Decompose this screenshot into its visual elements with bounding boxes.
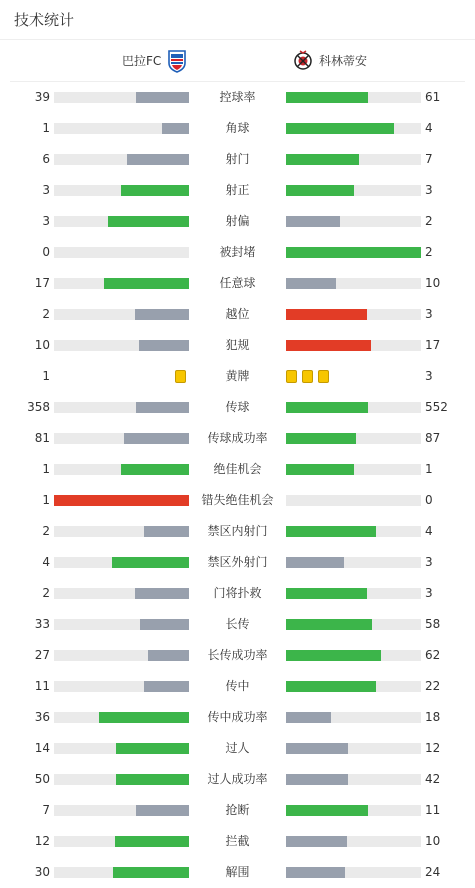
stat-label: 被封堵 bbox=[219, 245, 256, 259]
stat-label: 抢断 bbox=[225, 803, 250, 817]
home-stat-bar bbox=[54, 743, 189, 754]
away-value: 61 bbox=[425, 90, 441, 104]
home-stat-bar-fill bbox=[135, 588, 189, 599]
home-stat-bar-fill bbox=[127, 154, 189, 165]
away-value: 24 bbox=[425, 865, 441, 879]
stat-label: 任意球 bbox=[219, 276, 256, 290]
away-value: 1 bbox=[425, 462, 433, 476]
away-stat-bar-fill bbox=[286, 309, 367, 320]
away-stat-bar-fill bbox=[286, 867, 345, 878]
away-stat-bar bbox=[286, 185, 421, 196]
stat-label: 传中成功率 bbox=[207, 710, 268, 724]
home-stat-bar bbox=[54, 216, 189, 227]
home-stat-bar bbox=[54, 805, 189, 816]
home-value: 2 bbox=[42, 524, 50, 538]
away-stat-bar-fill bbox=[286, 588, 367, 599]
home-stat-bar-fill bbox=[144, 681, 189, 692]
away-team-name: 科林蒂安 bbox=[319, 54, 368, 68]
away-stat-bar-fill bbox=[286, 402, 368, 413]
away-stat-bar bbox=[286, 743, 421, 754]
away-stat-bar bbox=[286, 433, 421, 444]
home-stat-bar-fill bbox=[112, 557, 189, 568]
stat-row bbox=[0, 299, 475, 330]
home-value: 4 bbox=[42, 555, 50, 569]
away-stat-bar-fill bbox=[286, 681, 376, 692]
stat-label: 角球 bbox=[225, 121, 250, 135]
yellow-card-icon bbox=[175, 370, 186, 383]
home-stat-bar bbox=[54, 495, 189, 506]
stat-row bbox=[0, 640, 475, 671]
team-header bbox=[10, 40, 465, 82]
home-value: 36 bbox=[34, 710, 50, 724]
away-value: 3 bbox=[425, 555, 433, 569]
stat-row bbox=[0, 578, 475, 609]
home-value: 14 bbox=[34, 741, 50, 755]
away-value: 62 bbox=[425, 648, 441, 662]
home-stat-bar-fill bbox=[136, 805, 189, 816]
stat-label: 过人 bbox=[225, 741, 250, 755]
away-stat-bar-fill bbox=[286, 774, 348, 785]
away-stat-bar bbox=[286, 805, 421, 816]
away-stat-bar bbox=[286, 495, 421, 506]
stat-row bbox=[0, 702, 475, 733]
stat-label: 传球 bbox=[225, 400, 250, 414]
home-value: 1 bbox=[42, 369, 50, 383]
away-value: 4 bbox=[425, 524, 433, 538]
home-yellow-cards bbox=[173, 370, 188, 383]
away-value: 12 bbox=[425, 741, 441, 755]
stat-row bbox=[0, 206, 475, 237]
stat-label: 黄牌 bbox=[225, 369, 250, 383]
stat-label: 长传成功率 bbox=[207, 648, 268, 662]
away-value: 4 bbox=[425, 121, 433, 135]
away-stat-bar bbox=[286, 588, 421, 599]
home-value: 33 bbox=[34, 617, 50, 631]
home-stat-bar bbox=[54, 92, 189, 103]
home-stat-bar-fill bbox=[54, 495, 189, 506]
stat-row bbox=[0, 516, 475, 547]
stat-label: 传中 bbox=[225, 679, 250, 693]
away-stat-bar bbox=[286, 557, 421, 568]
away-value: 3 bbox=[425, 586, 433, 600]
stat-label: 错失绝佳机会 bbox=[201, 493, 274, 507]
stat-label: 禁区外射门 bbox=[207, 555, 268, 569]
away-yellow-cards bbox=[286, 370, 334, 383]
home-stat-bar-fill bbox=[115, 836, 189, 847]
away-value: 22 bbox=[425, 679, 441, 693]
stat-row bbox=[0, 361, 475, 392]
away-value: 3 bbox=[425, 183, 433, 197]
home-value: 12 bbox=[34, 834, 50, 848]
away-stat-bar-fill bbox=[286, 216, 340, 227]
away-value: 58 bbox=[425, 617, 441, 631]
home-stat-bar bbox=[54, 402, 189, 413]
home-stat-bar-fill bbox=[148, 650, 189, 661]
away-stat-bar-fill bbox=[286, 619, 372, 630]
home-value: 1 bbox=[42, 493, 50, 507]
stat-row bbox=[0, 423, 475, 454]
stat-label: 射门 bbox=[225, 152, 250, 166]
home-value: 358 bbox=[27, 400, 50, 414]
away-stat-bar bbox=[286, 681, 421, 692]
home-stat-bar bbox=[54, 278, 189, 289]
stat-label: 禁区内射门 bbox=[207, 524, 268, 538]
away-stat-bar bbox=[286, 154, 421, 165]
away-value: 7 bbox=[425, 152, 433, 166]
stat-row bbox=[0, 330, 475, 361]
home-stat-bar bbox=[54, 247, 189, 258]
home-stat-bar bbox=[54, 867, 189, 878]
away-stat-bar bbox=[286, 867, 421, 878]
away-team[interactable] bbox=[293, 40, 367, 81]
stat-row bbox=[0, 671, 475, 702]
stat-row bbox=[0, 175, 475, 206]
away-stat-bar bbox=[286, 92, 421, 103]
home-stat-bar-fill bbox=[121, 464, 189, 475]
stat-row bbox=[0, 144, 475, 175]
home-team-name: 巴拉FC bbox=[122, 54, 162, 68]
home-stat-bar bbox=[54, 774, 189, 785]
home-value: 17 bbox=[34, 276, 50, 290]
home-stat-bar bbox=[54, 836, 189, 847]
away-stat-bar bbox=[286, 650, 421, 661]
stat-row bbox=[0, 485, 475, 516]
home-value: 6 bbox=[42, 152, 50, 166]
corinthians-crest-icon bbox=[293, 49, 313, 73]
home-value: 27 bbox=[34, 648, 50, 662]
stat-row bbox=[0, 82, 475, 113]
away-stat-bar bbox=[286, 309, 421, 320]
section-title: 技术统计 bbox=[0, 0, 475, 40]
away-stat-bar-fill bbox=[286, 712, 331, 723]
away-value: 0 bbox=[425, 493, 433, 507]
home-stat-bar-fill bbox=[140, 619, 189, 630]
stat-label: 越位 bbox=[225, 307, 250, 321]
home-stat-bar bbox=[54, 340, 189, 351]
away-stat-bar-fill bbox=[286, 526, 376, 537]
home-stat-bar bbox=[54, 619, 189, 630]
home-stat-bar bbox=[54, 433, 189, 444]
away-value: 3 bbox=[425, 307, 433, 321]
home-stat-bar-fill bbox=[116, 774, 189, 785]
home-stat-bar-fill bbox=[104, 278, 189, 289]
stat-row bbox=[0, 454, 475, 485]
stat-row bbox=[0, 392, 475, 423]
stat-label: 绝佳机会 bbox=[213, 462, 262, 476]
yellow-card-icon bbox=[302, 370, 313, 383]
stat-label: 拦截 bbox=[225, 834, 250, 848]
home-team[interactable] bbox=[122, 40, 187, 81]
away-stat-bar bbox=[286, 526, 421, 537]
stats-list bbox=[0, 82, 475, 888]
stat-row bbox=[0, 733, 475, 764]
home-stat-bar-fill bbox=[113, 867, 189, 878]
home-stat-bar bbox=[54, 588, 189, 599]
away-stat-bar-fill bbox=[286, 247, 421, 258]
stat-label: 长传 bbox=[225, 617, 250, 631]
bahia-shield-icon bbox=[167, 49, 187, 73]
yellow-card-icon bbox=[318, 370, 329, 383]
home-stat-bar-fill bbox=[121, 185, 189, 196]
stat-label: 传球成功率 bbox=[207, 431, 268, 445]
away-value: 11 bbox=[425, 803, 441, 817]
home-value: 1 bbox=[42, 121, 50, 135]
home-value: 2 bbox=[42, 307, 50, 321]
home-stat-bar-fill bbox=[136, 402, 189, 413]
away-value: 2 bbox=[425, 245, 433, 259]
stat-label: 门将扑救 bbox=[213, 586, 262, 600]
home-value: 0 bbox=[42, 245, 50, 259]
away-stat-bar bbox=[286, 619, 421, 630]
home-stat-bar bbox=[54, 464, 189, 475]
stat-row bbox=[0, 268, 475, 299]
away-stat-bar-fill bbox=[286, 650, 381, 661]
away-value: 2 bbox=[425, 214, 433, 228]
away-stat-bar-fill bbox=[286, 340, 371, 351]
away-stat-bar bbox=[286, 836, 421, 847]
away-stat-bar-fill bbox=[286, 805, 368, 816]
away-stat-bar bbox=[286, 464, 421, 475]
away-stat-bar bbox=[286, 247, 421, 258]
home-stat-bar bbox=[54, 650, 189, 661]
home-stat-bar bbox=[54, 123, 189, 134]
home-value: 39 bbox=[34, 90, 50, 104]
away-stat-bar bbox=[286, 278, 421, 289]
yellow-card-icon bbox=[286, 370, 297, 383]
away-value: 552 bbox=[425, 400, 448, 414]
home-value: 3 bbox=[42, 214, 50, 228]
stat-row bbox=[0, 237, 475, 268]
away-stat-bar-fill bbox=[286, 743, 348, 754]
home-stat-bar-fill bbox=[124, 433, 189, 444]
stat-row bbox=[0, 795, 475, 826]
home-stat-bar bbox=[54, 154, 189, 165]
home-stat-bar-fill bbox=[99, 712, 189, 723]
away-stat-bar bbox=[286, 712, 421, 723]
home-stat-bar-fill bbox=[135, 309, 189, 320]
stat-row bbox=[0, 113, 475, 144]
stat-label: 犯规 bbox=[225, 338, 250, 352]
home-value: 30 bbox=[34, 865, 50, 879]
home-value: 7 bbox=[42, 803, 50, 817]
stat-label: 解围 bbox=[225, 865, 250, 879]
away-value: 3 bbox=[425, 369, 433, 383]
home-stat-bar-fill bbox=[139, 340, 189, 351]
home-stat-bar-fill bbox=[144, 526, 189, 537]
home-stat-bar-fill bbox=[116, 743, 189, 754]
home-value: 11 bbox=[34, 679, 50, 693]
home-value: 1 bbox=[42, 462, 50, 476]
away-value: 10 bbox=[425, 834, 441, 848]
away-value: 87 bbox=[425, 431, 441, 445]
home-stat-bar-fill bbox=[162, 123, 189, 134]
home-stat-bar bbox=[54, 712, 189, 723]
home-stat-bar bbox=[54, 557, 189, 568]
stat-row bbox=[0, 857, 475, 888]
away-stat-bar-fill bbox=[286, 92, 368, 103]
away-stat-bar-fill bbox=[286, 154, 359, 165]
stat-row bbox=[0, 547, 475, 578]
stat-label: 射正 bbox=[225, 183, 250, 197]
home-stat-bar-fill bbox=[136, 92, 189, 103]
away-stat-bar bbox=[286, 123, 421, 134]
away-stat-bar-fill bbox=[286, 557, 344, 568]
stat-label: 射偏 bbox=[225, 214, 250, 228]
stat-row bbox=[0, 609, 475, 640]
home-stat-bar bbox=[54, 185, 189, 196]
away-stat-bar-fill bbox=[286, 464, 354, 475]
home-value: 50 bbox=[34, 772, 50, 786]
home-stat-bar bbox=[54, 526, 189, 537]
home-value: 2 bbox=[42, 586, 50, 600]
home-stat-bar bbox=[54, 309, 189, 320]
stat-row bbox=[0, 764, 475, 795]
away-stat-bar-fill bbox=[286, 433, 356, 444]
away-stat-bar-fill bbox=[286, 278, 336, 289]
home-stat-bar bbox=[54, 681, 189, 692]
away-value: 10 bbox=[425, 276, 441, 290]
away-stat-bar-fill bbox=[286, 836, 347, 847]
away-value: 18 bbox=[425, 710, 441, 724]
away-stat-bar bbox=[286, 216, 421, 227]
away-stat-bar bbox=[286, 340, 421, 351]
away-stat-bar-fill bbox=[286, 185, 354, 196]
home-value: 3 bbox=[42, 183, 50, 197]
home-value: 10 bbox=[34, 338, 50, 352]
away-value: 17 bbox=[425, 338, 441, 352]
stat-label: 过人成功率 bbox=[207, 772, 268, 786]
away-stat-bar bbox=[286, 774, 421, 785]
home-stat-bar-fill bbox=[108, 216, 189, 227]
away-stat-bar bbox=[286, 402, 421, 413]
away-stat-bar-fill bbox=[286, 123, 394, 134]
away-value: 42 bbox=[425, 772, 441, 786]
stat-row bbox=[0, 826, 475, 857]
stat-label: 控球率 bbox=[219, 90, 256, 104]
home-value: 81 bbox=[34, 431, 50, 445]
